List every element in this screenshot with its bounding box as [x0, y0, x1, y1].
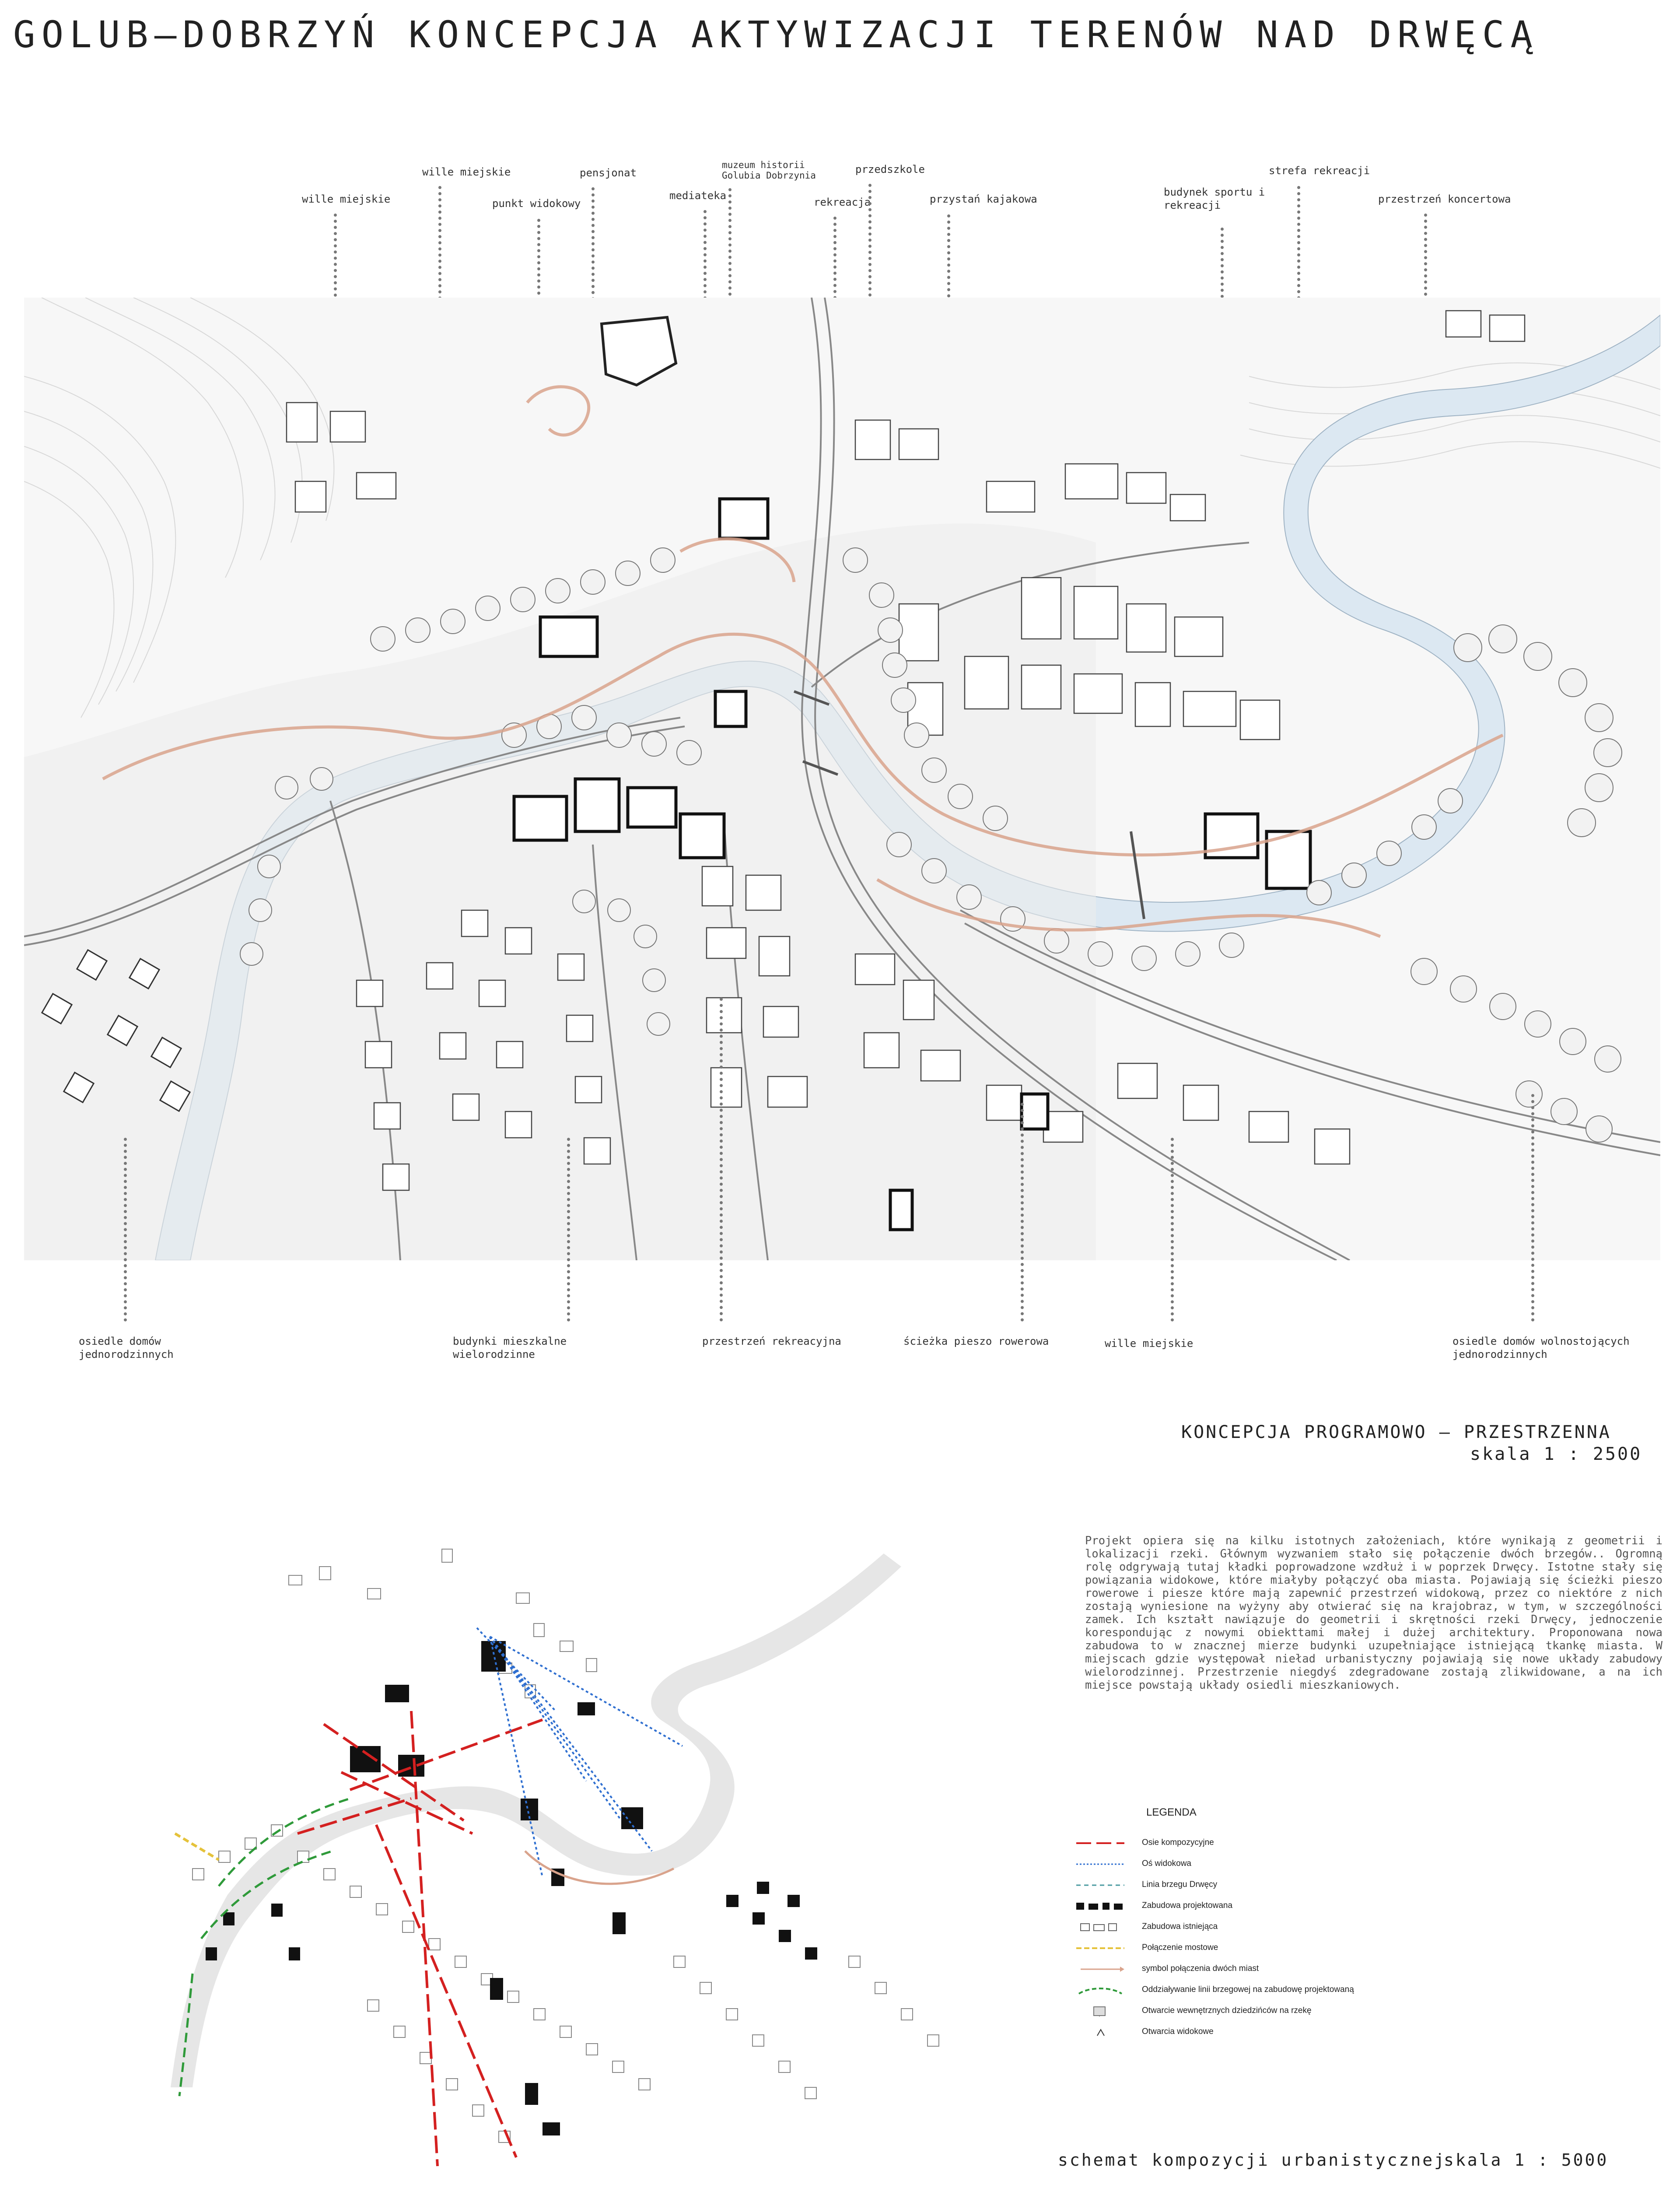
callout-przedszkole: przedszkole	[855, 163, 925, 175]
callout-przestrzen-rekreacyjna: przestrzeń rekreacyjna	[702, 1335, 841, 1347]
callout-osiedle-domow: osiedle domów jednorodzinnych	[79, 1335, 174, 1360]
callout-mediateka: mediateka	[669, 189, 727, 202]
callout-line	[124, 1138, 127, 1322]
legend-symbol-courtyard	[1076, 2006, 1124, 2016]
schema-caption-scale: skala 1 : 5000	[1444, 2150, 1609, 2170]
callout-sciezka-pieszo-rowerowa: ścieżka pieszo rowerowa	[903, 1335, 1049, 1347]
callout-muzeum: muzeum historii Golubia Dobrzynia	[722, 160, 816, 181]
legend-label: Otwarcie wewnętrznych dziedzińców na rzekę	[1142, 2006, 1312, 2015]
schema-designed-buildings	[206, 1641, 817, 2135]
schema-caption-title: schemat kompozycji urbanistycznej	[1058, 2150, 1446, 2170]
legend-label: Oś widokowa	[1142, 1859, 1191, 1868]
callout-wille-miejskie-2: wille miejskie	[422, 166, 511, 178]
legend-symbol-salmon-arrow	[1076, 1964, 1124, 1974]
callout-strefa-rekreacji: strefa rekreacji	[1269, 165, 1370, 177]
legend-symbol-yellow-dash	[1076, 1943, 1124, 1953]
legend-label: Zabudowa projektowana	[1142, 1901, 1233, 1910]
page-title: GOLUB–DOBRZYŃ KONCEPCJA AKTYWIZACJI TERENÓW NAD DRWĘCĄ	[13, 13, 1539, 56]
legend-symbol-blue-dots	[1076, 1859, 1124, 1869]
legend-symbol-black-blocks	[1076, 1901, 1124, 1911]
callout-punkt-widokowy: punkt widokowy	[492, 197, 581, 210]
legend-label: symbol połączenia dwóch miast	[1142, 1964, 1259, 1973]
legend-label: Linia brzegu Drwęcy	[1142, 1880, 1218, 1889]
legend-label: Osie kompozycyjne	[1142, 1838, 1214, 1847]
legend-symbol-outline-blocks	[1076, 1922, 1124, 1932]
legend-symbol-view-opening	[1076, 2027, 1124, 2037]
callout-przestrzen-koncertowa: przestrzeń koncertowa	[1378, 193, 1511, 205]
legend-symbol-teal-dash	[1076, 1880, 1124, 1890]
legend-label: Otwarcia widokowe	[1142, 2027, 1214, 2036]
composition-schema	[105, 1518, 1032, 2184]
bridge-connection	[175, 1834, 219, 1860]
legend-label: Zabudowa istniejąca	[1142, 1922, 1218, 1931]
callout-line	[1531, 1094, 1534, 1322]
callout-pensjonat: pensjonat	[580, 167, 637, 179]
callout-line	[1021, 1103, 1024, 1322]
legend-title: LEGENDA	[1146, 1806, 1197, 1818]
plan-caption-title: KONCEPCJA PROGRAMOWO – PRZESTRZENNA	[1181, 1422, 1611, 1442]
callout-line	[720, 998, 723, 1322]
callout-line	[1171, 1138, 1174, 1322]
composition-axes	[298, 1711, 542, 2166]
legend-label: Oddziaływanie linii brzegowej na zabudowę projektowaną	[1142, 1985, 1354, 1994]
callout-przystan-kajakowa: przystań kajakowa	[930, 193, 1037, 205]
callout-osiedle-wolnostojace: osiedle domów wolnostojących jednorodzinnych	[1452, 1335, 1630, 1360]
callout-wille-miejskie-1: wille miejskie	[302, 193, 391, 205]
project-description: Projekt opiera się na kilku istotnych założeniach, które wynikają z geometrii i lokalizacji rzeki. Głównym wyzwaniem stało się połączenie dwóch brzegów.. Ogromną rolę odgrywają tutaj kładki poprowadzone wzdłuż i w poprzek Drwęcy. Istotne stały się powiązania widokowe, które miałyby połączyć oba miasta. Pojawiają się ścieżki pieszo rowerowe i piesze które mają zapewnić przestrzeń widokową, przez co niektóre z nich zostają wyniesione na wyżyny aby otwierać się na krajobraz, w tym, w szczególności zamek. Ich kształt nawiązuje do geometrii i skrętności rzeki Drwęcy, jednoczenie korespondując z nowymi obiekttami małej i dużej architektury. Proponowana nowa zabudowa to w znacznej mierze budynki uzupełniające istniejącą tkankę miasta. W miejscach gdzie występował nieład urbanistyczny pojawiają się nowe układy zabudowy wielorodzinnej. Przestrzenie niegdyś zdegradowane zostają zlikwidowane, a na ich miejsce powstają układy osiedli mieszkaniowych.	[1085, 1534, 1662, 1692]
legend-label: Połączenie mostowe	[1142, 1943, 1218, 1952]
legend-symbol-green-arc	[1076, 1985, 1124, 1995]
plan-caption-scale: skala 1 : 2500	[1470, 1444, 1642, 1464]
callout-line	[567, 1138, 570, 1322]
callout-budynki-wielorodzinne: budynki mieszkalne wielorodzinne	[453, 1335, 567, 1360]
callout-wille-miejskie-3: wille miejskie	[1105, 1337, 1194, 1350]
callout-budynek-sportu: budynek sportu i rekreacji	[1164, 186, 1265, 211]
callout-rekreacja: rekreacja	[814, 196, 871, 208]
legend-symbol-red-dash	[1076, 1838, 1124, 1848]
site-plan	[24, 298, 1660, 1260]
